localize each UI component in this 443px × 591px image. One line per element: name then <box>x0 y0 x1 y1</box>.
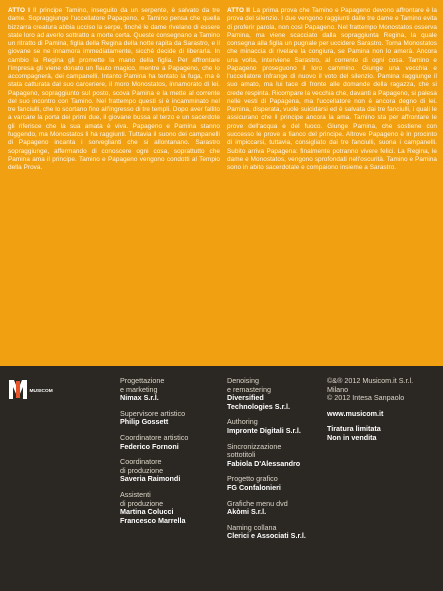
musicom-logo-wordmark: MUSICOM <box>29 389 53 394</box>
website-block <box>327 410 437 419</box>
credit-role: Authoring <box>227 417 258 427</box>
credit-entry <box>227 443 322 469</box>
credit-role: Progetto grafico <box>227 474 278 484</box>
credit-name: Nimax S.r.l. <box>120 393 159 403</box>
credit-entry <box>120 377 215 403</box>
credit-entry <box>227 500 322 517</box>
act2-paragraph <box>227 7 437 172</box>
credit-role: Coordinatore artistico <box>120 432 189 442</box>
credit-role: Supervisore artistico <box>120 408 186 418</box>
credit-name: Federico Fornoni <box>120 441 179 451</box>
credits-column-technical <box>227 377 322 548</box>
credit-name: Fabiola D'Alessandro <box>227 458 301 468</box>
credit-role: Assistenti di produzione <box>120 489 164 508</box>
copyright-block <box>327 377 437 403</box>
credit-entry <box>120 491 215 525</box>
act1-text: Il principe Tamino, inseguito da un serpente, è salvato da tre dame. Sopraggiunge l'uccellatore Papageno, e Tamino pensa che quella bizzarra creatura abbia ucciso la serpe, finché le dame rivelano di essere state loro ad averlo sottratto a morte certa. Queste consegnano a Tamino un ritratto di Pamina, figlia della Regina della notte rapita da Sarastro, e il giovane se ne innamora immediatamente, sicché decide di liberarla. In cambio la Regina gli promette la mano della figlia. Per affrontare l'impresa gli viene donato un flauto magico, mentre a Papageno, che lo accompagnerà, dei campanelli. Intanto Pamina ha tentato la fuga, ma è stata catturata dal suo carceriere, il moro Monostatos, innamorato di lei. Papageno, sopraggiunto sul posto, scova Pamina e la mette al corrente del suo incontro con Tamino. Nel frattempo questi si è incamminato nel tre fanciulli, che lo scortano fino all'ingresso di tre templi. Dopo aver fallito a varcare la porta dei primi due, il giovane bussa al terzo e un sacerdote gli riferisce che la sua amata è viva. Papageno e Pamina stanno fuggendo, ma Monostatos li ha raggiunti. Tuttavia il suono dei campanelli di Papageno incanta i sorveglianti che si allontanano. Sarastro sopraggiunge, affermando di conoscere ogni cosa, soprattutto che Pamina ama il principe. Tamino e Papageno vengono condotti al Tempio della Prova. <box>8 7 220 172</box>
musicom-logo <box>8 377 53 401</box>
credit-name: Diversified Technologies S.r.l. <box>227 393 290 411</box>
synopsis-act2 <box>227 7 437 172</box>
credit-entry <box>120 458 215 484</box>
credits-column-publisher <box>327 377 437 450</box>
credit-name: Philip Gossett <box>120 417 169 427</box>
credit-name: Saveria Raimondi <box>120 474 181 484</box>
credit-entry <box>227 524 322 541</box>
act1-paragraph <box>8 7 220 172</box>
credit-role: Progettazione e marketing <box>120 376 165 394</box>
credit-entry <box>227 377 322 411</box>
credits-column-production <box>120 377 215 532</box>
limited-block <box>327 425 437 442</box>
credit-role: Coordinatore di produzione <box>120 457 164 475</box>
act2-heading: ATTO II <box>227 7 250 14</box>
musicom-mark-icon <box>9 380 27 399</box>
credit-role: Sincronizzazione sottotitoli <box>227 441 282 460</box>
act1-heading: ATTO I <box>8 7 31 14</box>
credit-name: FG Confalonieri <box>227 482 281 492</box>
credit-role: Naming collana <box>227 522 277 532</box>
credit-name: Akòmi S.r.l. <box>227 507 267 517</box>
credit-name: Impronte Digitali S.r.l. <box>227 425 301 435</box>
credit-entry <box>120 410 215 427</box>
credit-role: Grafiche menu dvd <box>227 498 288 508</box>
credits-panel <box>0 366 443 591</box>
credit-name: Martina Colucci Francesco Marrella <box>120 507 186 525</box>
credit-entry <box>227 475 322 492</box>
credit-role: Denoising e remastering <box>227 376 271 394</box>
copyright-text: ©&® 2012 Musicom.it S.r.l. Milano © 2012 Intesa Sanpaolo <box>327 376 414 403</box>
website-link[interactable]: www.musicom.it <box>327 408 384 418</box>
credit-entry <box>227 418 322 435</box>
credit-name: Clerici e Associati S.r.l. <box>227 531 306 541</box>
limited-edition-text: Tiratura limitata Non in vendita <box>327 424 381 442</box>
credit-entry <box>120 434 215 451</box>
act2-text: La prima prova che Tamino e Papageno devono affrontare è la prova del silenzio. I due vengono raggiunti dalle tre dame e Tamino evita di proferir parola, non così Papageno. Nel frattempo Monostatos osserva Pamina, ma viene scacciato dalla sopraggiunta Regina, la quale consegna alla figlia un pugnale per uccidere Sarastro. Torna Monostatos che minaccia di rivelare la congiura, se Pamina non lo amerà. Ancora una volta, interviene Sarastro, al corrente di ogni cosa. Tamino e Papageno proseguono il loro cammino. Giunge una vecchia e l'uccellatore infrange di nuovo il voto del silenzio. Pamina raggiunge il suo amato, ma lui tace di fronte alle domande della ragazza, che si crede respinta. Ricompare la vecchia che, davanti a Papageno, si palesa nelle vesti di Papagena, ma l'uccellatore non è ancora degno di lei. Pamina, disperata, vuole suicidarsi ed è salvata dai tre fanciulli, i quali le assicurano che il principe ancora la ama. Tamino sta per affrontare le prove dell'acqua e del fuoco. Giunge Pamina, che sostiene con successo le prove a fianco del principe. Altrove Papageno è in procinto di impiccarsi, tuttavia, consigliato dai tre fanciulli, suona i campanelli. Subito arriva Papagena: finalmente potranno vivere felici. La Regina, le dame e Monostatos, vengono sprofondati nell'oscurità. Tamino e Pamina sono in abito sacerdotale e compaiono insieme a Sarastro. <box>227 7 437 172</box>
synopsis-act1 <box>8 7 220 172</box>
